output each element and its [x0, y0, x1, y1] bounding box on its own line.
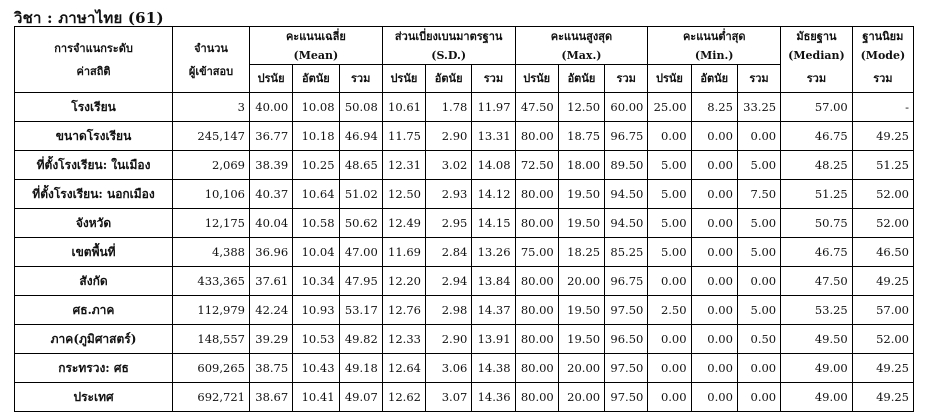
max-subjective-cell: 18.00	[558, 151, 604, 180]
mode-cell: 49.25	[852, 383, 913, 412]
mean-objective-cell: 39.29	[249, 325, 292, 354]
mean-subjective-cell: 10.41	[293, 383, 339, 412]
mean-objective-cell: 36.77	[249, 122, 292, 151]
max-objective-cell: 80.00	[515, 296, 558, 325]
sd-objective-cell: 10.61	[382, 93, 425, 122]
count-cell: 3	[173, 93, 250, 122]
sd-objective-cell: 12.49	[382, 209, 425, 238]
sd-total-cell: 14.38	[472, 354, 515, 383]
mean-objective-header: ปรนัย	[249, 65, 292, 93]
mode-header-sub: (Mode)	[860, 48, 906, 62]
row-label-cell: ภาค(ภูมิศาสตร์)	[15, 325, 173, 354]
mean-objective-cell: 38.75	[249, 354, 292, 383]
max-total-cell: 96.75	[605, 122, 648, 151]
sd-subjective-cell: 2.84	[425, 238, 471, 267]
row-label-cell: ขนาดโรงเรียน	[15, 122, 173, 151]
mean-total-cell: 51.02	[339, 180, 382, 209]
count-cell: 10,106	[173, 180, 250, 209]
max-subjective-cell: 19.50	[558, 296, 604, 325]
count-header-line2: ผู้เข้าสอบ	[188, 64, 234, 78]
mean-total-cell: 48.65	[339, 151, 382, 180]
count-cell: 433,365	[173, 267, 250, 296]
mean-total-cell: 49.82	[339, 325, 382, 354]
sd-subjective-cell: 3.02	[425, 151, 471, 180]
row-label-cell: สังกัด	[15, 267, 173, 296]
table-row	[15, 122, 914, 151]
row-label-header-line1: การจำแนกระดับ	[54, 41, 133, 55]
mean-objective-cell: 42.24	[249, 296, 292, 325]
row-label-header-line2: ค่าสถิติ	[76, 64, 111, 78]
median-cell: 49.00	[781, 383, 853, 412]
max-total-cell: 94.50	[605, 209, 648, 238]
mode-cell: 49.25	[852, 122, 913, 151]
mode-cell: 57.00	[852, 296, 913, 325]
mean-total-cell: 47.95	[339, 267, 382, 296]
sd-objective-cell: 12.31	[382, 151, 425, 180]
mode-cell: -	[852, 93, 913, 122]
max-objective-cell: 80.00	[515, 354, 558, 383]
max-total-cell: 60.00	[605, 93, 648, 122]
sd-total-cell: 14.12	[472, 180, 515, 209]
sd-objective-cell: 12.50	[382, 180, 425, 209]
sd-header-title: ส่วนเบี่ยงเบนมาตรฐาน	[394, 29, 503, 43]
min-subjective-cell: 8.25	[691, 93, 737, 122]
min-objective-cell: 0.00	[648, 122, 691, 151]
min-subjective-cell: 0.00	[691, 209, 737, 238]
sd-objective-cell: 12.33	[382, 325, 425, 354]
mean-objective-cell: 40.04	[249, 209, 292, 238]
count-cell: 2,069	[173, 151, 250, 180]
max-subjective-header: อัตนัย	[558, 65, 604, 93]
mean-subjective-cell: 10.53	[293, 325, 339, 354]
sd-subjective-cell: 2.95	[425, 209, 471, 238]
max-subjective-cell: 20.00	[558, 267, 604, 296]
max-total-cell: 96.75	[605, 267, 648, 296]
min-objective-cell: 0.00	[648, 354, 691, 383]
mean-subjective-header: อัตนัย	[293, 65, 339, 93]
sd-total-cell: 14.15	[472, 209, 515, 238]
max-header	[515, 27, 648, 65]
row-label-cell: ที่ตั้งโรงเรียน: ในเมือง	[15, 151, 173, 180]
table-row	[15, 93, 914, 122]
min-total-cell: 5.00	[737, 209, 780, 238]
sd-total-cell: 14.08	[472, 151, 515, 180]
min-objective-cell: 5.00	[648, 151, 691, 180]
mean-total-cell: 47.00	[339, 238, 382, 267]
min-objective-cell: 2.50	[648, 296, 691, 325]
max-subjective-cell: 19.50	[558, 325, 604, 354]
mean-subjective-cell: 10.93	[293, 296, 339, 325]
sd-objective-cell: 12.62	[382, 383, 425, 412]
mean-header	[249, 27, 382, 65]
min-total-cell: 0.00	[737, 354, 780, 383]
mode-header-title: ฐานนิยม	[862, 29, 904, 43]
mode-cell: 51.25	[852, 151, 913, 180]
table-row	[15, 151, 914, 180]
min-subjective-cell: 0.00	[691, 151, 737, 180]
min-header-sub: (Min.)	[694, 48, 734, 62]
min-total-cell: 7.50	[737, 180, 780, 209]
count-header-line1: จำนวน	[194, 41, 228, 55]
mean-subjective-cell: 10.25	[293, 151, 339, 180]
max-total-cell: 97.50	[605, 296, 648, 325]
median-cell: 51.25	[781, 180, 853, 209]
median-cell: 50.75	[781, 209, 853, 238]
table-row	[15, 383, 914, 412]
median-header-sub: (Median)	[788, 48, 845, 62]
count-cell: 609,265	[173, 354, 250, 383]
mean-subjective-cell: 10.34	[293, 267, 339, 296]
max-objective-cell: 47.50	[515, 93, 558, 122]
sd-total-cell: 13.84	[472, 267, 515, 296]
row-label-cell: ประเทศ	[15, 383, 173, 412]
max-total-header: รวม	[605, 65, 648, 93]
sd-subjective-cell: 3.06	[425, 354, 471, 383]
min-objective-cell: 5.00	[648, 238, 691, 267]
row-label-cell: จังหวัด	[15, 209, 173, 238]
max-total-cell: 96.50	[605, 325, 648, 354]
mean-total-cell: 50.62	[339, 209, 382, 238]
row-label-header	[15, 27, 173, 93]
sd-total-header: รวม	[472, 65, 515, 93]
sd-objective-cell: 11.75	[382, 122, 425, 151]
row-label-cell: เขตพื้นที่	[15, 238, 173, 267]
max-objective-header: ปรนัย	[515, 65, 558, 93]
min-total-cell: 0.00	[737, 383, 780, 412]
median-cell: 46.75	[781, 238, 853, 267]
min-total-cell: 0.50	[737, 325, 780, 354]
mean-total-cell: 46.94	[339, 122, 382, 151]
max-objective-cell: 72.50	[515, 151, 558, 180]
min-subjective-cell: 0.00	[691, 122, 737, 151]
min-subjective-cell: 0.00	[691, 180, 737, 209]
mean-subjective-cell: 10.04	[293, 238, 339, 267]
median-header	[781, 27, 853, 65]
mean-total-cell: 49.18	[339, 354, 382, 383]
sd-total-cell: 13.91	[472, 325, 515, 354]
min-subjective-cell: 0.00	[691, 383, 737, 412]
sd-subjective-cell: 2.93	[425, 180, 471, 209]
max-subjective-cell: 18.25	[558, 238, 604, 267]
mean-objective-cell: 40.37	[249, 180, 292, 209]
median-cell: 53.25	[781, 296, 853, 325]
mean-total-cell: 49.07	[339, 383, 382, 412]
max-total-cell: 89.50	[605, 151, 648, 180]
mode-cell: 46.50	[852, 238, 913, 267]
min-total-cell: 33.25	[737, 93, 780, 122]
median-cell: 49.00	[781, 354, 853, 383]
mean-total-cell: 50.08	[339, 93, 382, 122]
min-total-cell: 5.00	[737, 296, 780, 325]
table-row	[15, 180, 914, 209]
min-header-title: คะแนนต่ำสุด	[682, 29, 746, 43]
median-cell: 49.50	[781, 325, 853, 354]
mean-subjective-cell: 10.58	[293, 209, 339, 238]
min-objective-cell: 25.00	[648, 93, 691, 122]
count-cell: 692,721	[173, 383, 250, 412]
max-total-cell: 97.50	[605, 354, 648, 383]
count-cell: 245,147	[173, 122, 250, 151]
sd-header	[382, 27, 515, 65]
mean-objective-cell: 36.96	[249, 238, 292, 267]
median-header-title: มัธยฐาน	[796, 29, 837, 43]
table-row	[15, 267, 914, 296]
row-label-cell: กระทรวง: ศธ	[15, 354, 173, 383]
mean-objective-cell: 37.61	[249, 267, 292, 296]
mean-subjective-cell: 10.64	[293, 180, 339, 209]
mode-cell: 52.00	[852, 209, 913, 238]
sd-subjective-cell: 2.98	[425, 296, 471, 325]
max-subjective-cell: 19.50	[558, 209, 604, 238]
mode-total-header: รวม	[852, 65, 913, 93]
row-label-cell: ศธ.ภาค	[15, 296, 173, 325]
max-subjective-cell: 20.00	[558, 354, 604, 383]
median-cell: 57.00	[781, 93, 853, 122]
max-objective-cell: 75.00	[515, 238, 558, 267]
statistics-table	[14, 26, 914, 412]
mode-cell: 52.00	[852, 325, 913, 354]
sd-subjective-cell: 2.90	[425, 325, 471, 354]
min-total-cell: 5.00	[737, 238, 780, 267]
max-objective-cell: 80.00	[515, 325, 558, 354]
max-subjective-cell: 20.00	[558, 383, 604, 412]
median-cell: 48.25	[781, 151, 853, 180]
sd-subjective-cell: 2.94	[425, 267, 471, 296]
max-objective-cell: 80.00	[515, 383, 558, 412]
min-objective-cell: 0.00	[648, 325, 691, 354]
max-header-sub: (Max.)	[561, 48, 602, 62]
median-cell: 47.50	[781, 267, 853, 296]
min-subjective-cell: 0.00	[691, 267, 737, 296]
min-objective-cell: 5.00	[648, 180, 691, 209]
sd-subjective-cell: 1.78	[425, 93, 471, 122]
min-subjective-cell: 0.00	[691, 238, 737, 267]
min-objective-cell: 0.00	[648, 267, 691, 296]
mean-header-sub: (Mean)	[293, 48, 339, 62]
max-objective-cell: 80.00	[515, 122, 558, 151]
table-row	[15, 238, 914, 267]
max-subjective-cell: 18.75	[558, 122, 604, 151]
sd-total-cell: 13.26	[472, 238, 515, 267]
table-row	[15, 209, 914, 238]
mean-total-header: รวม	[339, 65, 382, 93]
min-subjective-cell: 0.00	[691, 354, 737, 383]
row-label-cell: ที่ตั้งโรงเรียน: นอกเมือง	[15, 180, 173, 209]
mode-cell: 49.25	[852, 267, 913, 296]
min-total-cell: 0.00	[737, 267, 780, 296]
mean-subjective-cell: 10.08	[293, 93, 339, 122]
mean-objective-cell: 40.00	[249, 93, 292, 122]
max-total-cell: 85.25	[605, 238, 648, 267]
count-cell: 112,979	[173, 296, 250, 325]
min-objective-cell: 5.00	[648, 209, 691, 238]
mean-subjective-cell: 10.18	[293, 122, 339, 151]
count-header	[173, 27, 250, 93]
min-total-header: รวม	[737, 65, 780, 93]
table-row	[15, 354, 914, 383]
statistics-table-body	[15, 93, 914, 412]
max-objective-cell: 80.00	[515, 180, 558, 209]
sd-total-cell: 14.36	[472, 383, 515, 412]
count-cell: 12,175	[173, 209, 250, 238]
sd-subjective-cell: 3.07	[425, 383, 471, 412]
mode-header	[852, 27, 913, 65]
min-objective-header: ปรนัย	[648, 65, 691, 93]
min-total-cell: 0.00	[737, 122, 780, 151]
max-header-title: คะแนนสูงสุด	[550, 29, 613, 43]
mean-header-title: คะแนนเฉลี่ย	[285, 29, 346, 43]
sd-objective-cell: 12.64	[382, 354, 425, 383]
min-subjective-cell: 0.00	[691, 296, 737, 325]
min-subjective-cell: 0.00	[691, 325, 737, 354]
max-objective-cell: 80.00	[515, 209, 558, 238]
min-subjective-header: อัตนัย	[691, 65, 737, 93]
sd-subjective-cell: 2.90	[425, 122, 471, 151]
subject-title: วิชา : ภาษาไทย (61)	[14, 9, 164, 27]
sd-total-cell: 13.31	[472, 122, 515, 151]
max-subjective-cell: 19.50	[558, 180, 604, 209]
sd-objective-header: ปรนัย	[382, 65, 425, 93]
min-objective-cell: 0.00	[648, 383, 691, 412]
sd-objective-cell: 12.76	[382, 296, 425, 325]
min-header	[648, 27, 781, 65]
max-subjective-cell: 12.50	[558, 93, 604, 122]
mean-subjective-cell: 10.43	[293, 354, 339, 383]
sd-header-sub: (S.D.)	[431, 48, 467, 62]
mean-total-cell: 53.17	[339, 296, 382, 325]
table-row	[15, 296, 914, 325]
sd-objective-cell: 12.20	[382, 267, 425, 296]
median-total-header: รวม	[781, 65, 853, 93]
max-total-cell: 97.50	[605, 383, 648, 412]
sd-objective-cell: 11.69	[382, 238, 425, 267]
median-cell: 46.75	[781, 122, 853, 151]
count-cell: 148,557	[173, 325, 250, 354]
mean-objective-cell: 38.39	[249, 151, 292, 180]
max-total-cell: 94.50	[605, 180, 648, 209]
row-label-cell: โรงเรียน	[15, 93, 173, 122]
table-row	[15, 325, 914, 354]
sd-total-cell: 11.97	[472, 93, 515, 122]
mean-objective-cell: 38.67	[249, 383, 292, 412]
mode-cell: 52.00	[852, 180, 913, 209]
sd-total-cell: 14.37	[472, 296, 515, 325]
max-objective-cell: 80.00	[515, 267, 558, 296]
sd-subjective-header: อัตนัย	[425, 65, 471, 93]
mode-cell: 49.25	[852, 354, 913, 383]
min-total-cell: 5.00	[737, 151, 780, 180]
count-cell: 4,388	[173, 238, 250, 267]
